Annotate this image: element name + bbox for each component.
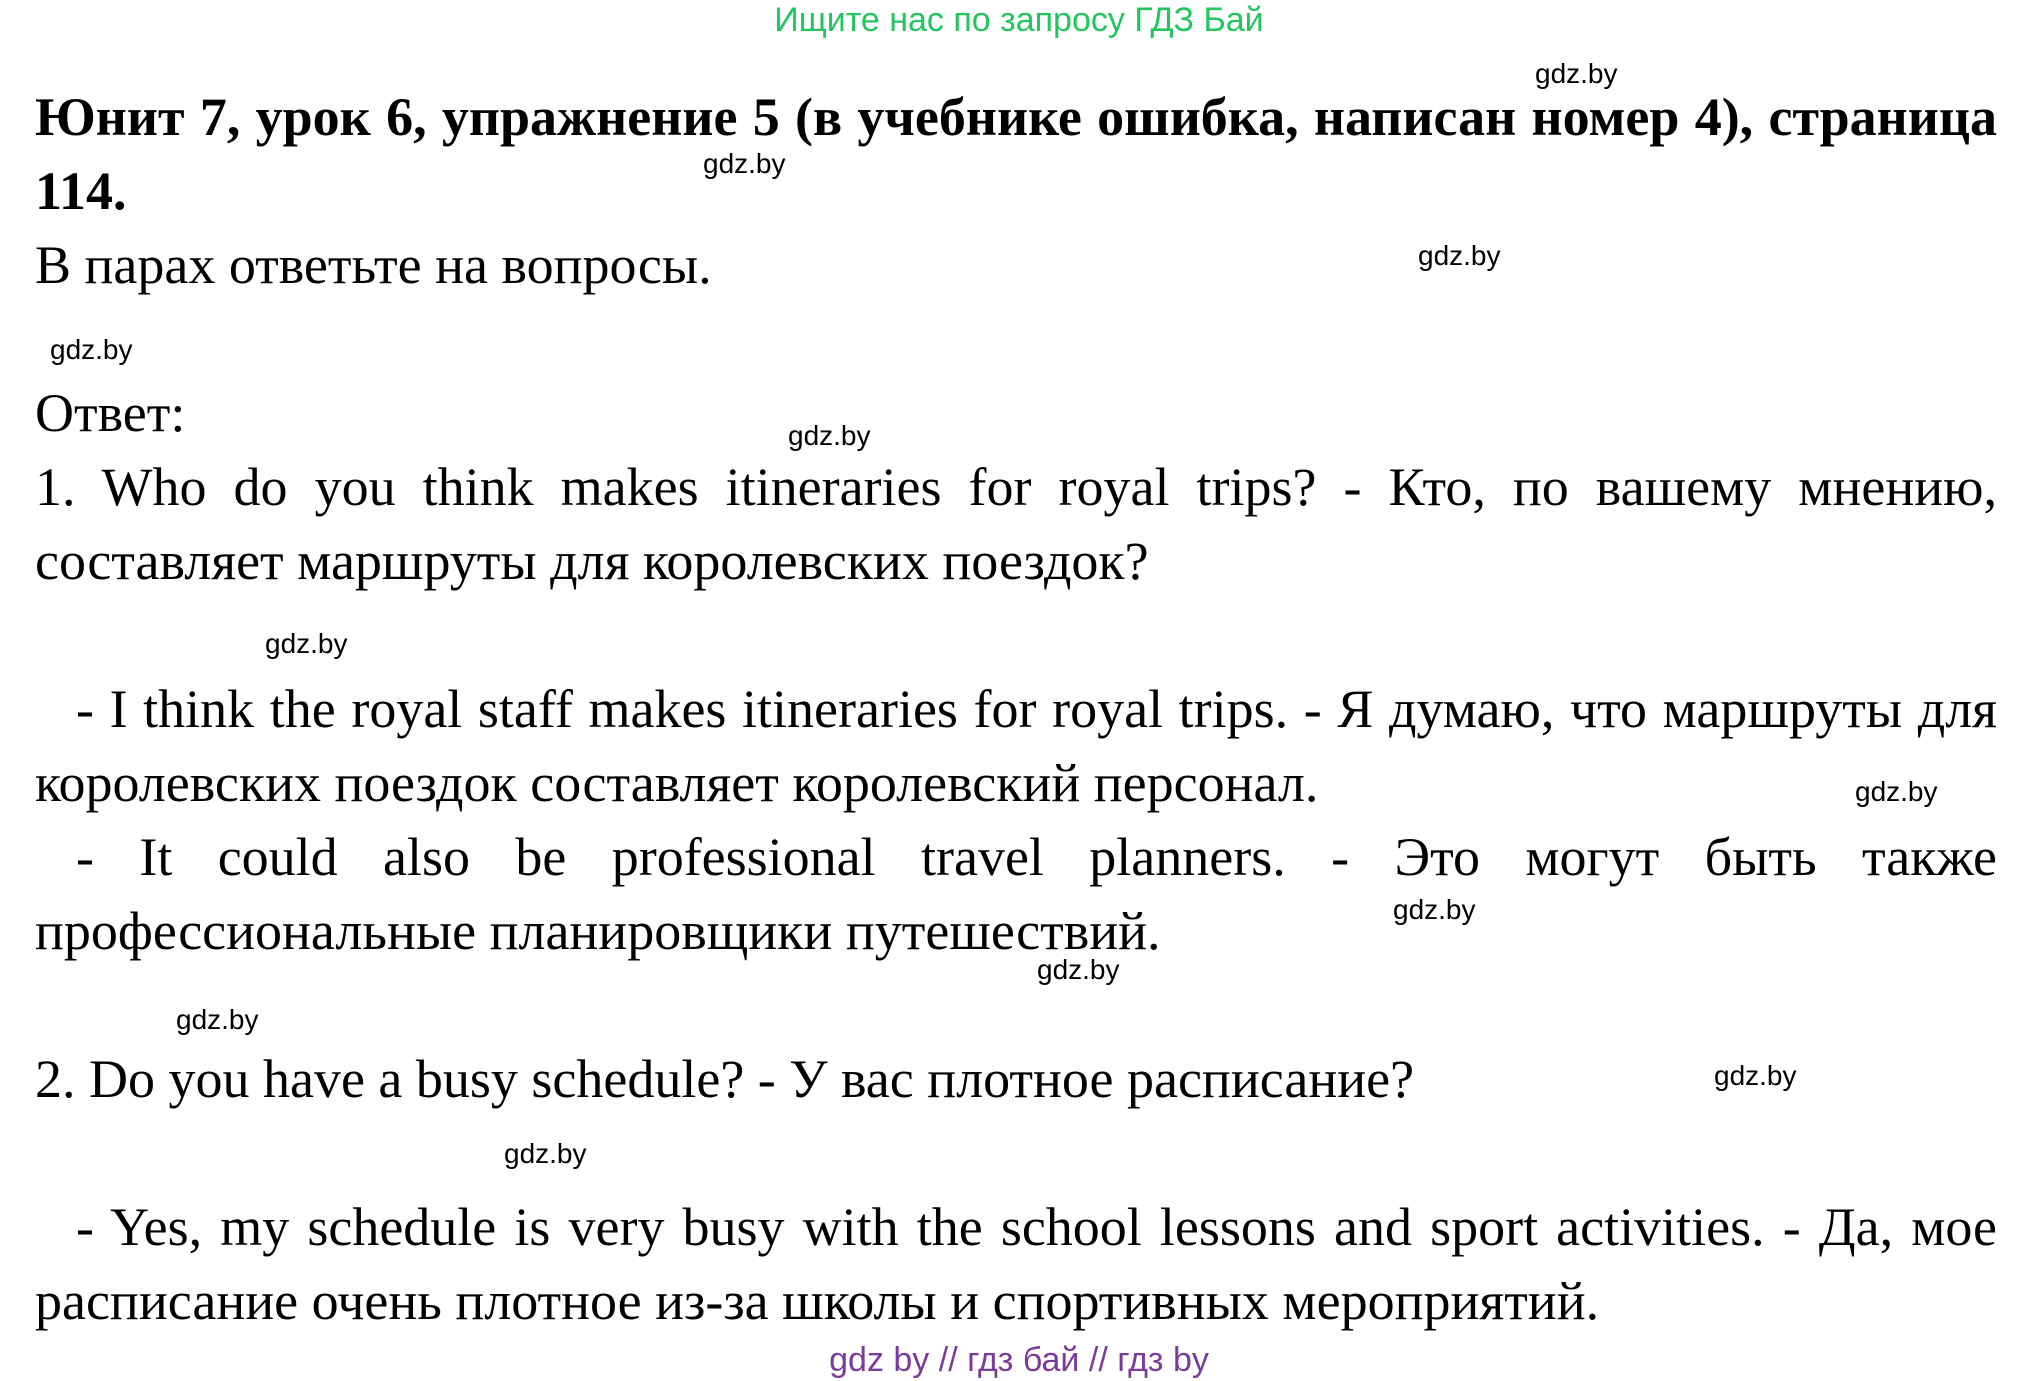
spacer: [35, 1116, 1997, 1190]
footer-links: gdz by // гдз бай // гдз by: [829, 1341, 1209, 1379]
watermark: gdz.by: [703, 148, 786, 179]
answer-label: Ответ:: [35, 383, 186, 443]
watermark: gdz.by: [1393, 894, 1476, 925]
watermark: gdz.by: [1037, 954, 1120, 985]
answer-1-1: - I think the royal staff makes itineraries for royal trips. - Я думаю, что маршруты для королевских поездок составляет королевский персонал.: [35, 679, 1997, 813]
watermark: gdz.by: [1855, 776, 1938, 807]
exercise-heading: Юнит 7, урок 6, упражнение 5 (в учебнике ошибка, написан номер 4), страница 114.: [35, 87, 1997, 221]
watermark: gdz.by: [504, 1138, 587, 1169]
answer-1-2: - It could also be professional travel planners. - Это могут быть также профессиональные планировщики путешествий.: [35, 827, 1997, 961]
spacer: [35, 968, 1997, 1042]
watermark: gdz.by: [788, 420, 871, 451]
watermark: gdz.by: [1714, 1060, 1797, 1091]
question-2: 2. Do you have a busy schedule? - У вас плотное расписание?: [35, 1049, 1415, 1109]
watermark: gdz.by: [1535, 58, 1618, 89]
watermark: gdz.by: [265, 628, 348, 659]
document-body: [35, 80, 1997, 1338]
answer-2-1: - Yes, my schedule is very busy with the school lessons and sport activities. - Да, мое расписание очень плотное из-за школы и спортивных мероприятий.: [35, 1197, 1997, 1331]
watermark: gdz.by: [176, 1004, 259, 1035]
question-1: 1. Who do you think makes itineraries for royal trips? - Кто, по вашему мнению, составляет маршруты для королевских поездок?: [35, 457, 1997, 591]
watermark: gdz.by: [50, 334, 133, 365]
spacer: [35, 302, 1997, 376]
instruction-text: В парах ответьте на вопросы.: [35, 235, 712, 295]
search-banner: Ищите нас по запросу ГДЗ Бай: [774, 1, 1264, 39]
watermark: gdz.by: [1418, 240, 1501, 271]
